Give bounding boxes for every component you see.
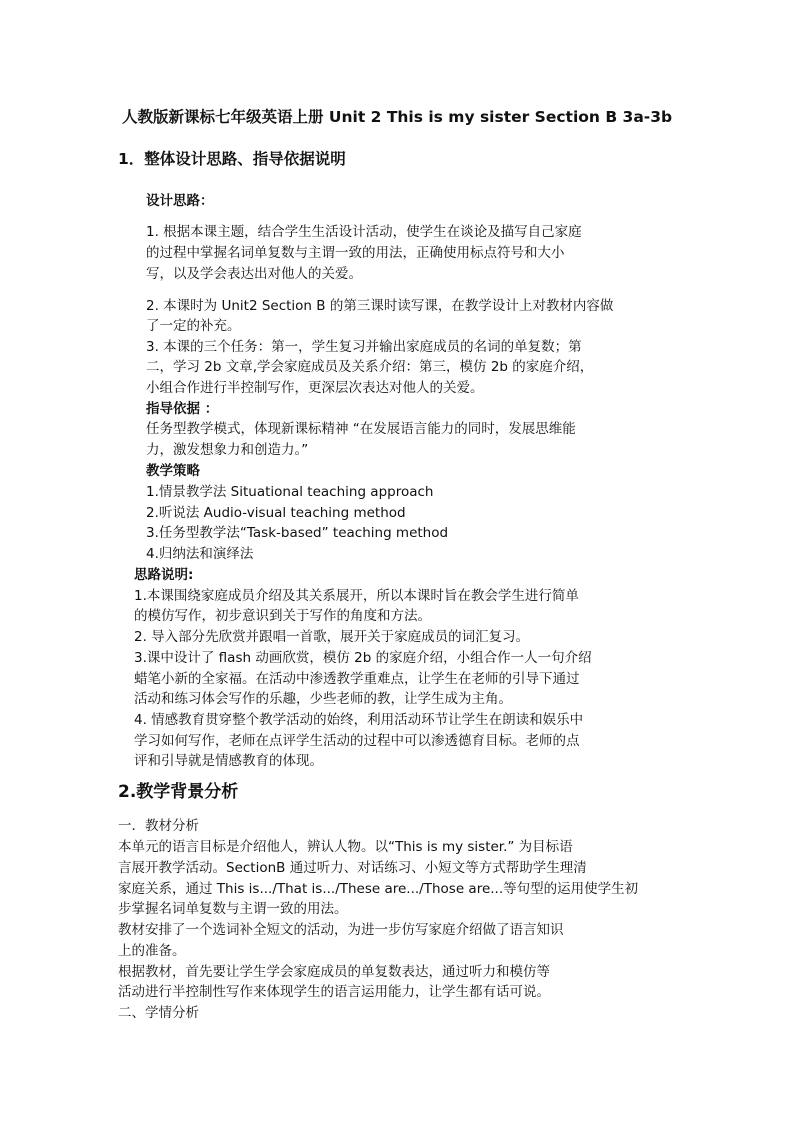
basis-line: 任务型教学模式，体现新课标精神 “在发展语言能力的同时，发展思维能 <box>146 421 576 437</box>
explain-line: 活动和练习体会写作的乐趣，少些老师的教，让学生成为主角。 <box>134 691 512 707</box>
design-p3-line: 3. 本课的三个任务：第一，学生复习并输出家庭成员的名词的单复数；第 <box>146 339 582 355</box>
strategy-item: 3.任务型教学法“Task-based” teaching method <box>146 525 449 541</box>
basis-label: 指导依据 ： <box>146 401 219 417</box>
design-p3-line: 小组合作进行半控制写作，更深层次表达对他人的关爱。 <box>146 380 484 396</box>
explain-line: 学习如何写作，老师在点评学生活动的过程中可以渗透德育目标。老师的点 <box>134 733 580 749</box>
design-p3-line: 二，学习 2b 文章,学会家庭成员及关系介绍：第三，模仿 2b 的家庭介绍， <box>146 359 594 375</box>
design-p2-line: 2. 本课时为 Unit2 Section B 的第三课时读写课，在教学设计上对教材内容做 <box>146 298 614 314</box>
explain-line: 4. 情感教育贯穿整个教学活动的始终，利用活动环节让学生在朗读和娱乐中 <box>134 712 584 728</box>
textbook-line: 言展开教学活动。SectionB 通过听力、对话练习、小短文等方式帮助学生理清 <box>118 860 587 876</box>
explain-line: 3.课中设计了 flash 动画欣赏，模仿 2b 的家庭介绍，小组合作一人一句介绍 <box>134 650 592 666</box>
explain-label: 思路说明: <box>134 567 194 583</box>
explain-line: 评和引导就是情感教育的体现。 <box>134 753 323 769</box>
textbook-line: 步掌握名词单复数与主谓一致的用法。 <box>118 901 348 917</box>
design-p1-line: 的过程中掌握名词单复数与主谓一致的用法，正确使用标点符号和大小 <box>146 245 565 261</box>
design-p1-line: 1. 根据本课主题，结合学生生活设计活动，使学生在谈论及描写自己家庭 <box>146 224 582 240</box>
explain-line: 2. 导入部分先欣赏并跟唱一首歌，展开关于家庭成员的词汇复习。 <box>134 629 530 645</box>
document-title: 人教版新课标七年级英语上册 Unit 2 This is my sister Section B 3a-3b <box>122 108 673 126</box>
textbook-line: 家庭关系，通过 This is.../That is.../These are.../Those are...等句型的运用使学生初 <box>118 881 639 897</box>
section-1-heading: 1．整体设计思路、指导依据说明 <box>118 150 346 168</box>
textbook-line: 上的准备。 <box>118 943 186 959</box>
strategy-item: 4.归纳法和演绎法 <box>146 546 254 562</box>
strategy-item: 2.听说法 Audio-visual teaching method <box>146 505 406 521</box>
design-p2-line: 了一定的补充。 <box>146 318 241 334</box>
textbook-analysis-heading: 一．教材分析 <box>118 818 199 834</box>
textbook-line: 本单元的语言目标是介绍他人，辨认人物。以“This is my sister.” 为目标语 <box>118 839 573 855</box>
learner-analysis-heading: 二、学情分析 <box>118 1005 199 1021</box>
design-label: 设计思路： <box>146 193 214 209</box>
textbook-line: 根据教材，首先要让学生学会家庭成员的单复数表达，通过听力和模仿等 <box>118 964 550 980</box>
textbook-line: 教材安排了一个选词补全短文的活动，为进一步仿写家庭介绍做了语言知识 <box>118 922 564 938</box>
strategy-label: 教学策略 <box>146 463 200 479</box>
design-p1-line: 写，以及学会表达出对他人的关爱。 <box>146 266 362 282</box>
explain-line: 蜡笔小新的全家福。在活动中渗透教学重难点，让学生在老师的引导下通过 <box>134 671 580 687</box>
explain-line: 的模仿写作，初步意识到关于写作的角度和方法。 <box>134 608 431 624</box>
strategy-item: 1.情景教学法 Situational teaching approach <box>146 484 434 500</box>
basis-line: 力，激发想象力和创造力。” <box>146 442 309 458</box>
section-2-heading: 2.教学背景分析 <box>118 782 239 802</box>
explain-line: 1.本课围绕家庭成员介绍及其关系展开，所以本课时旨在教会学生进行简单 <box>134 588 579 604</box>
textbook-line: 活动进行半控制性写作来体现学生的语言运用能力，让学生都有话可说。 <box>118 984 550 1000</box>
